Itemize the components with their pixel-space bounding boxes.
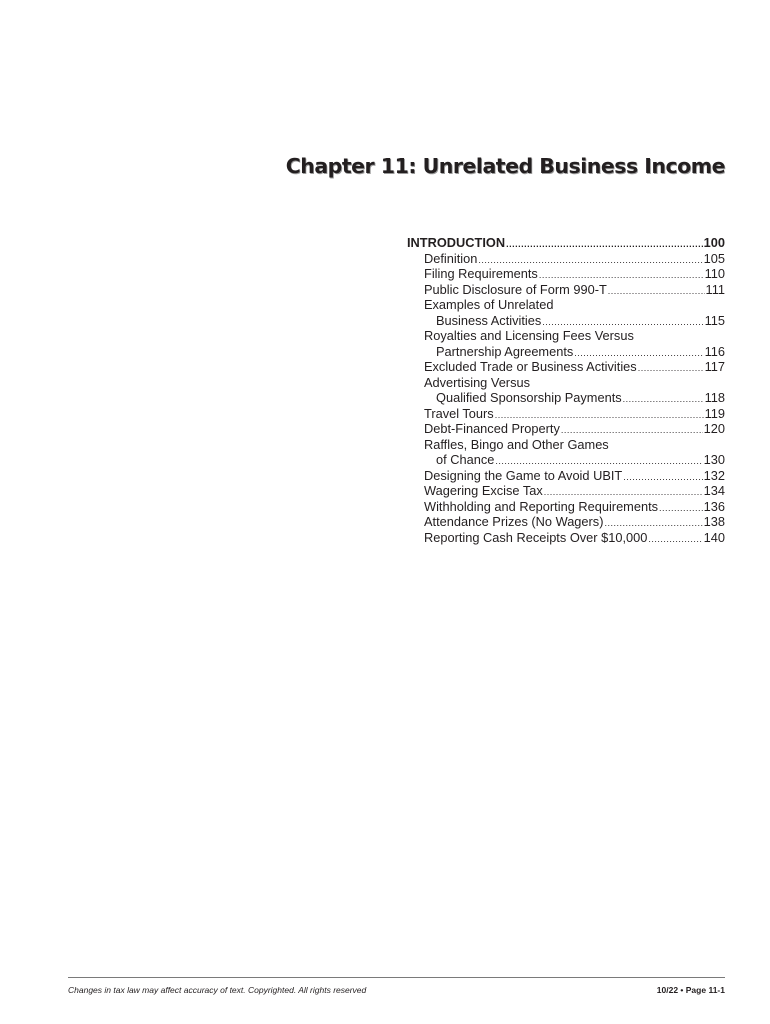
- toc-entry-label: Reporting Cash Receipts Over $10,000: [424, 529, 648, 545]
- table-of-contents: [407, 235, 725, 545]
- toc-entry-page: 130: [703, 452, 725, 467]
- toc-entry-label: INTRODUCTION: [407, 235, 506, 250]
- toc-entry-page: 136: [703, 498, 725, 514]
- toc-dot-leader: [623, 392, 704, 408]
- toc-entry-page: 138: [703, 514, 725, 529]
- toc-entry[interactable]: [407, 344, 725, 360]
- toc-entry-label: Wagering Excise Tax: [424, 483, 543, 498]
- toc-entry[interactable]: [407, 530, 725, 546]
- toc-entry[interactable]: [407, 406, 725, 422]
- toc-entry[interactable]: [407, 266, 725, 282]
- toc-entry: [407, 297, 725, 313]
- toc-dot-leader: [638, 361, 704, 377]
- toc-entry[interactable]: [407, 514, 725, 530]
- footer-copyright-notice: Changes in tax law may affect accuracy of text. Copyrighted. All rights reserved: [68, 985, 367, 995]
- toc-entry[interactable]: [407, 359, 725, 375]
- toc-entry-label: Excluded Trade or Business Activities: [424, 359, 637, 374]
- toc-entry-label: Travel Tours: [424, 405, 494, 421]
- footer-page-reference: 10/22 • Page 11-1: [656, 985, 725, 995]
- toc-entry[interactable]: [407, 282, 725, 298]
- toc-entries: [407, 251, 725, 546]
- toc-entry[interactable]: [407, 390, 725, 406]
- toc-entry-label: Business Activities: [436, 312, 542, 328]
- toc-entry: [407, 328, 725, 344]
- chapter-title: Chapter 11: Unrelated Business Income: [285, 154, 725, 178]
- toc-entry-label: Withholding and Reporting Requirements: [424, 498, 659, 514]
- toc-entry-page: 134: [703, 483, 725, 498]
- toc-entry-page: 140: [703, 529, 725, 545]
- toc-entry-page: 111: [705, 281, 725, 297]
- toc-entry-label: Royalties and Licensing Fees Versus: [424, 328, 634, 343]
- toc-entry-page: 105: [703, 250, 725, 266]
- toc-entry: [407, 375, 725, 391]
- toc-dot-leader: [506, 237, 703, 253]
- toc-entry-page: 110: [704, 266, 725, 281]
- toc-entry-page: 115: [704, 312, 725, 328]
- toc-dot-leader: [623, 470, 702, 486]
- toc-dot-leader: [608, 284, 705, 300]
- toc-dot-leader: [648, 532, 702, 548]
- toc-dot-leader: [659, 501, 703, 517]
- toc-entry[interactable]: [407, 483, 725, 499]
- toc-entry-page: 118: [704, 390, 725, 405]
- toc-entry[interactable]: [407, 499, 725, 515]
- toc-entry: [407, 437, 725, 453]
- footer-divider: [68, 977, 725, 978]
- toc-entry-label: Public Disclosure of Form 990-T: [424, 281, 607, 297]
- toc-entry-label: Qualified Sponsorship Payments: [436, 390, 622, 405]
- toc-entry-label: Attendance Prizes (No Wagers): [424, 514, 604, 529]
- toc-entry[interactable]: [407, 468, 725, 484]
- toc-entry-label: Debt-Financed Property: [424, 421, 560, 436]
- toc-entry-label: Definition: [424, 250, 478, 266]
- toc-entry-page: 132: [703, 467, 725, 483]
- toc-entry-introduction[interactable]: [407, 235, 725, 251]
- toc-entry[interactable]: [407, 251, 725, 267]
- toc-entry-page: 120: [703, 421, 725, 436]
- toc-entry-label: Advertising Versus: [424, 374, 530, 390]
- toc-entry-label: Partnership Agreements: [436, 343, 574, 359]
- toc-entry-label: of Chance: [436, 452, 495, 467]
- toc-entry[interactable]: [407, 313, 725, 329]
- toc-entry-page: 117: [704, 359, 725, 374]
- toc-entry[interactable]: [407, 421, 725, 437]
- toc-entry-label: Examples of Unrelated: [424, 297, 554, 312]
- toc-entry-label: Designing the Game to Avoid UBIT: [424, 467, 623, 483]
- toc-entry-page: 119: [704, 405, 725, 421]
- toc-entry[interactable]: [407, 452, 725, 468]
- toc-entry-page: 116: [704, 343, 725, 359]
- toc-entry-label: Filing Requirements: [424, 266, 538, 281]
- toc-entry-page: 100: [703, 235, 725, 250]
- toc-entry-label: Raffles, Bingo and Other Games: [424, 436, 609, 452]
